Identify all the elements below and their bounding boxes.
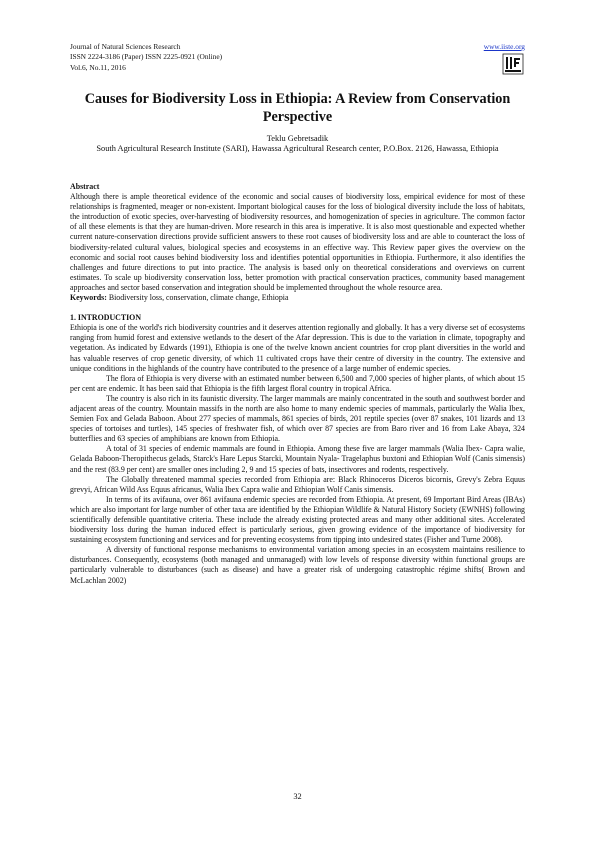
- intro-paragraph-3: The country is also rich in its faunistic diversity. The larger mammals are mainly concentrated in the south and southwest border and adjacent areas of the country. Mountain massifs in the north are also home to many endemic species of mammals, particularly the Walia Ibex, Semien Fox and Gelada Baboon. About 277 species of mammals, 861 species of birds, 201 reptile species (over 87 snakes, 101 lizards and 13 species of tortoises and turtles), 145 species of freshwater fish, of which over 87 species are from Baro river and 16 from Lake Abaya, 324 butterflies and 63 species of amphibians are known from Ethiopia.: [70, 393, 525, 444]
- keywords-line: [70, 293, 525, 303]
- intro-paragraph-4: A total of 31 species of endemic mammals are found in Ethiopia. Among these five are larger mammals (Walia Ibex- Capra walie, Gelada Baboon-Theropithecus gelads, Starck's Hare Lepus Starcki, Mountain Nyala- Tragelaphus buxtoni and Ethiopian Wolf (Canis simensis) and the rest (83.9 per cent) are smaller ones including 2, 9 and 15 species of bats, insectivores and rodents, respectively.: [70, 444, 525, 474]
- intro-paragraph-1: Ethiopia is one of the world's rich biodiversity countries and it deserves attention regionally and globally. It has a very diverse set of ecosystems ranging from humid forest and extensive wetlands to the desert of the Afar depression. This is due to the variation in climate, topography and vegetation. As indicated by Edwards (1991), Ethiopia is one of the twelve known ancient countries for crop plant diversities in the world and has valuable reserves of crop genetic diversity, of which 11 cultivated crops have their centre of diversity in the country. The extensive and unique conditions in the highlands of the country have contributed to the presence of a large number of endemic species.: [70, 323, 525, 373]
- journal-name: Journal of Natural Sciences Research: [70, 42, 181, 51]
- intro-paragraph-6: In terms of its avifauna, over 861 avifauna endemic species are recorded from Ethiopia. At present, 69 Important Bird Areas (IBAs) which are also important for large number of other taxa are identified by the Ethiopian Wildlife & Natural History Society (EWNHS) following scientifically defensible quantitative criteria. These include the already existing protected areas and many other additional sites. Accelerated biodiversity loss during the human induced effect is particularly serious, given growing evidence of the importance of biodiversity for sustaining ecosystem functioning and services and for preventing ecosystems from tipping into undesired states (Fisher and Turne 2008).: [70, 494, 525, 545]
- intro-paragraph-2: The flora of Ethiopia is very diverse with an estimated number between 6,500 and 7,000 species of higher plants, of which about 15 per cent are endemic. It has been said that Ethiopia is the fifth largest floral country in tropical Africa.: [70, 373, 525, 393]
- page-number: 32: [293, 792, 302, 801]
- iiste-logo-icon: [502, 53, 524, 75]
- paper-author: Teklu Gebretsadik: [266, 134, 329, 143]
- paper-body: [70, 182, 525, 586]
- abstract-text: Although there is ample theoretical evidence of the economic and social causes of biodiversity loss, empirical evidence for most of these relationships is fragmented, meager or non-existent. Important biological causes for the loss of biological diversity include the loss of habitats, the introduction of exotic species, over-harvesting of biodiversity resources, and homogenization of species in agriculture. The common factor of all these elements is that they are human-driven. More research in this area is imperative. It is also most questionable and expected whether current nature-conservation directions provide sufficient answers to these root causes of biodiversity loss and are able to counteract the loss of biodiversity-related cultural values, biological species and ecosystems in an effective way. This Review paper gives the overview on the economic and social root causes behind biodiversity loss and identifies potential opportunities in Ethiopia. Furthermore, it also identifies the challenges and future directions to put into practice. The analysis is based only on theoretical considerations and overviews on current estimates. To scale up biodiversity conservation loss, better promotion with practical conservation practices, community based management approaches and sector based conservation and integration should be implemented throughout the whole resource area.: [70, 192, 525, 292]
- keywords-label: Keywords:: [70, 293, 107, 303]
- paper-title: Causes for Biodiversity Loss in Ethiopia: A Review from Conservation Perspective: [84, 91, 511, 125]
- journal-url-link[interactable]: www.iiste.org: [483, 42, 525, 51]
- abstract-heading: Abstract: [70, 182, 100, 191]
- paper-affiliation: South Agricultural Research Institute (SARI), Hawassa Agricultural Research center, P.O.Box. 2126, Hawassa, Ethiopia: [96, 144, 499, 153]
- intro-paragraph-5: The Globally threatened mammal species recorded from Ethiopia are: Black Rhinoceros Diceros bicornis, Grevy's Zebra Equus grevyi, African Wild Ass Equus africanus, Walia Ibex Capra walie and Ethiopian Wolf Canis simensis.: [70, 474, 525, 494]
- journal-header: [70, 42, 222, 73]
- introduction-heading: 1. INTRODUCTION: [70, 313, 142, 323]
- keywords-text: Biodiversity loss, conservation, climate change, Ethiopia: [108, 293, 289, 303]
- journal-url-block: [484, 42, 525, 51]
- volume-line: Vol.6, No.11, 2016: [70, 62, 126, 72]
- intro-paragraph-7: A diversity of functional response mechanisms to environmental variation among species in an ecosystem maintains resilience to disturbances. Consequently, ecosystems (both managed and unmanaged) with low levels of response diversity within functional groups are particularly vulnerable to disturbances (such as disease) and have a greater risk of undergoing catastrophic régime shifts( Brown and McLachlan 2002): [70, 545, 525, 585]
- issn-line: ISSN 2224-3186 (Paper) ISSN 2225-0921 (Online): [70, 52, 223, 62]
